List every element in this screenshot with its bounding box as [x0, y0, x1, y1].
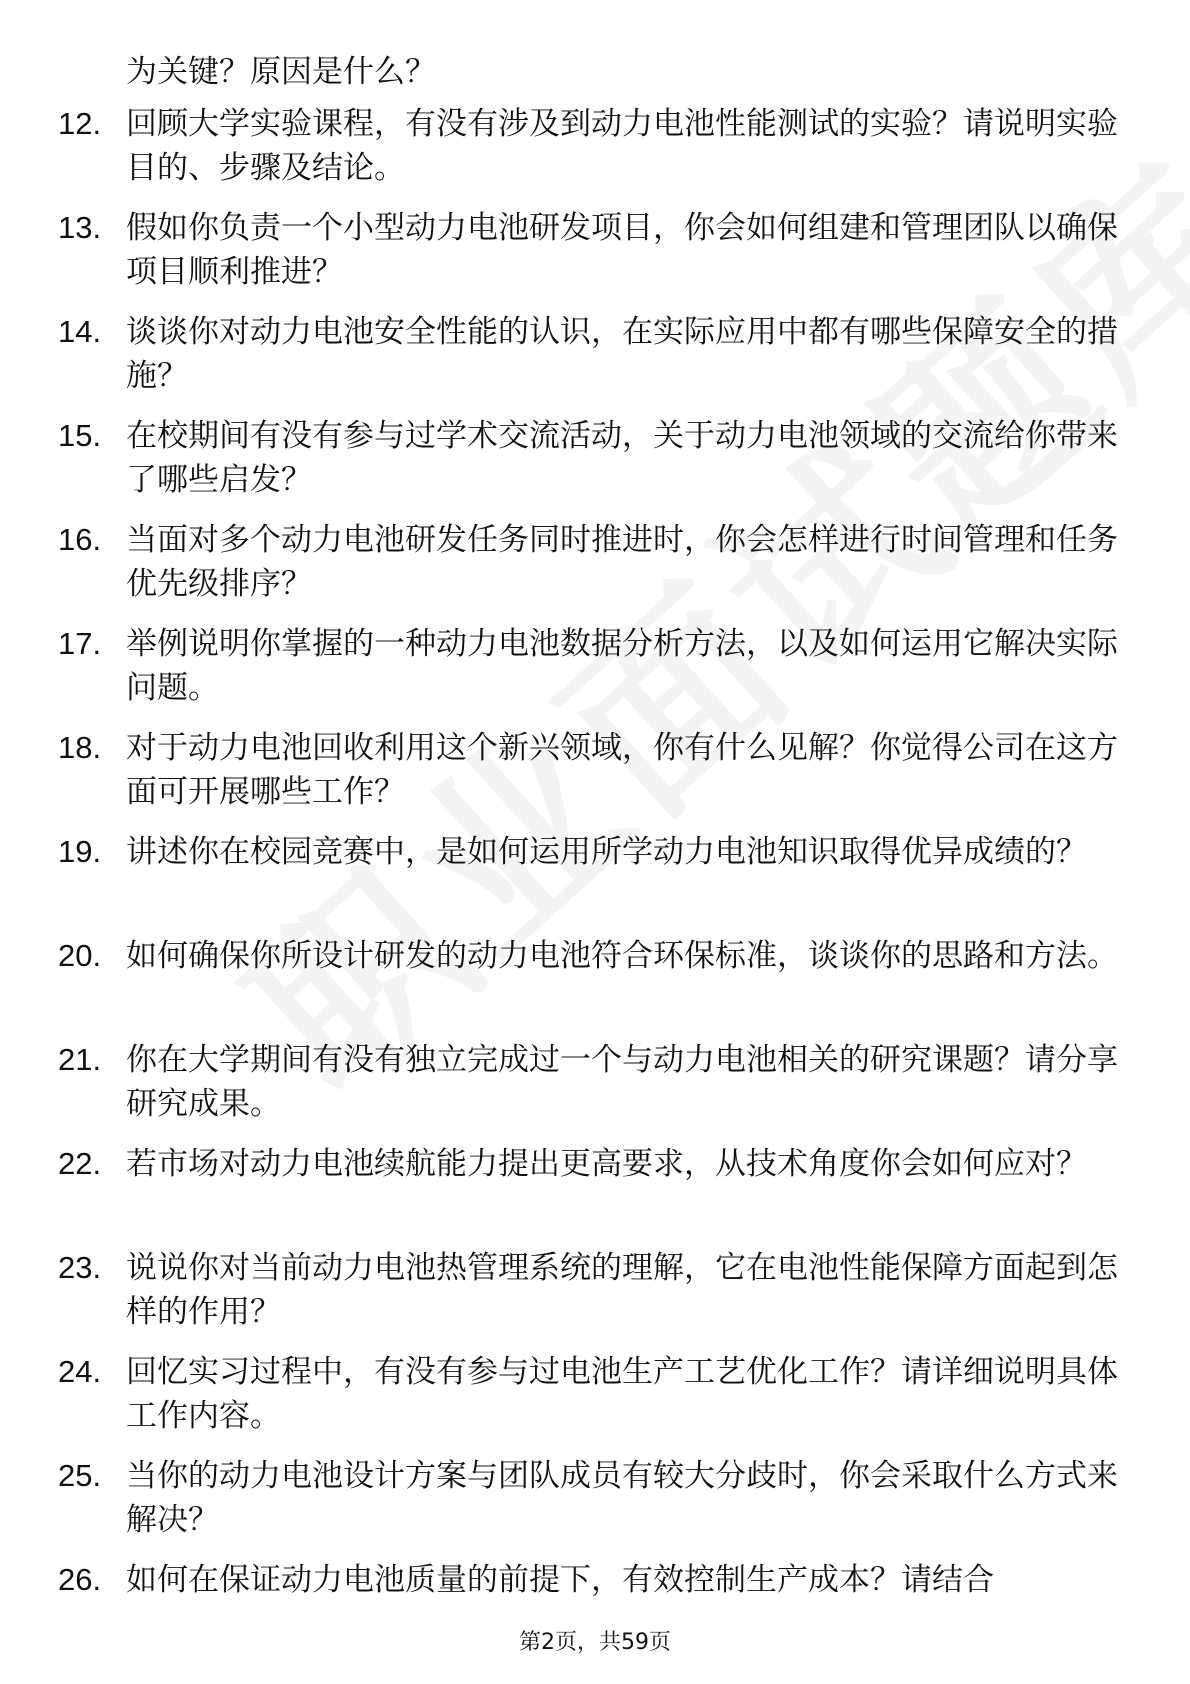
- question-text: 谈谈你对动力电池安全性能的认识，在实际应用中都有哪些保障安全的措施？: [126, 314, 1118, 394]
- question-text: 若市场对动力电池续航能力提出更高要求，从技术角度你会如何应对？: [126, 1146, 1087, 1182]
- list-item: [58, 1350, 1118, 1438]
- question-number: 20.: [58, 938, 102, 973]
- list-item: [58, 1246, 1118, 1334]
- question-text: 你在大学期间有没有独立完成过一个与动力电池相关的研究课题？请分享研究成果。: [126, 1042, 1118, 1122]
- question-text: 对于动力电池回收利用这个新兴领域，你有什么见解？你觉得公司在这方面可开展哪些工作？: [126, 730, 1118, 810]
- question-number: 26.: [58, 1562, 102, 1597]
- list-item: [58, 726, 1118, 814]
- question-number: 23.: [58, 1250, 102, 1285]
- continuation-text: 为关键？原因是什么？: [126, 54, 436, 90]
- question-number: 18.: [58, 730, 102, 765]
- question-number: 15.: [58, 418, 102, 453]
- question-text: 说说你对当前动力电池热管理系统的理解，它在电池性能保障方面起到怎样的作用？: [126, 1250, 1118, 1330]
- question-text: 讲述你在校园竞赛中，是如何运用所学动力电池知识取得优异成绩的？: [126, 834, 1087, 870]
- list-item: [58, 310, 1118, 398]
- question-number: 25.: [58, 1458, 102, 1493]
- list-item: [58, 1142, 1118, 1230]
- question-number: 12.: [58, 106, 102, 141]
- list-item: [58, 206, 1118, 294]
- question-text: 如何确保你所设计研发的动力电池符合环保标准，谈谈你的思路和方法。: [126, 938, 1118, 974]
- question-number: 24.: [58, 1354, 102, 1389]
- list-item: [58, 622, 1118, 710]
- question-text: 举例说明你掌握的一种动力电池数据分析方法，以及如何运用它解决实际问题。: [126, 626, 1118, 706]
- question-text: 在校期间有没有参与过学术交流活动，关于动力电池领域的交流给你带来了哪些启发？: [126, 418, 1118, 498]
- question-text: 回顾大学实验课程，有没有涉及到动力电池性能测试的实验？请说明实验目的、步骤及结论。: [126, 106, 1118, 186]
- list-item: [58, 518, 1118, 606]
- question-number: 21.: [58, 1042, 102, 1077]
- question-text: 当面对多个动力电池研发任务同时推进时，你会怎样进行时间管理和任务优先级排序？: [126, 522, 1118, 602]
- list-item: [58, 1038, 1118, 1126]
- page-footer: 第2页，共59页: [519, 1630, 671, 1655]
- question-number: 17.: [58, 626, 102, 661]
- list-item: [58, 934, 1118, 1022]
- list-item: [58, 1454, 1118, 1542]
- question-number: 16.: [58, 522, 102, 557]
- list-item: [58, 1558, 1118, 1602]
- question-text: 假如你负责一个小型动力电池研发项目，你会如何组建和管理团队以确保项目顺利推进？: [126, 210, 1118, 290]
- question-list: [58, 46, 1118, 1618]
- question-number: 13.: [58, 210, 102, 245]
- question-text: 当你的动力电池设计方案与团队成员有较大分歧时，你会采取什么方式来解决？: [126, 1458, 1118, 1538]
- question-text: 回忆实习过程中，有没有参与过电池生产工艺优化工作？请详细说明具体工作内容。: [126, 1354, 1118, 1434]
- list-item: [58, 830, 1118, 918]
- question-text: 如何在保证动力电池质量的前提下，有效控制生产成本？请结合: [126, 1562, 994, 1598]
- question-number: 22.: [58, 1146, 102, 1181]
- question-number: 19.: [58, 834, 102, 869]
- list-item: [58, 102, 1118, 190]
- list-item: [58, 414, 1118, 502]
- question-number: 14.: [58, 314, 102, 349]
